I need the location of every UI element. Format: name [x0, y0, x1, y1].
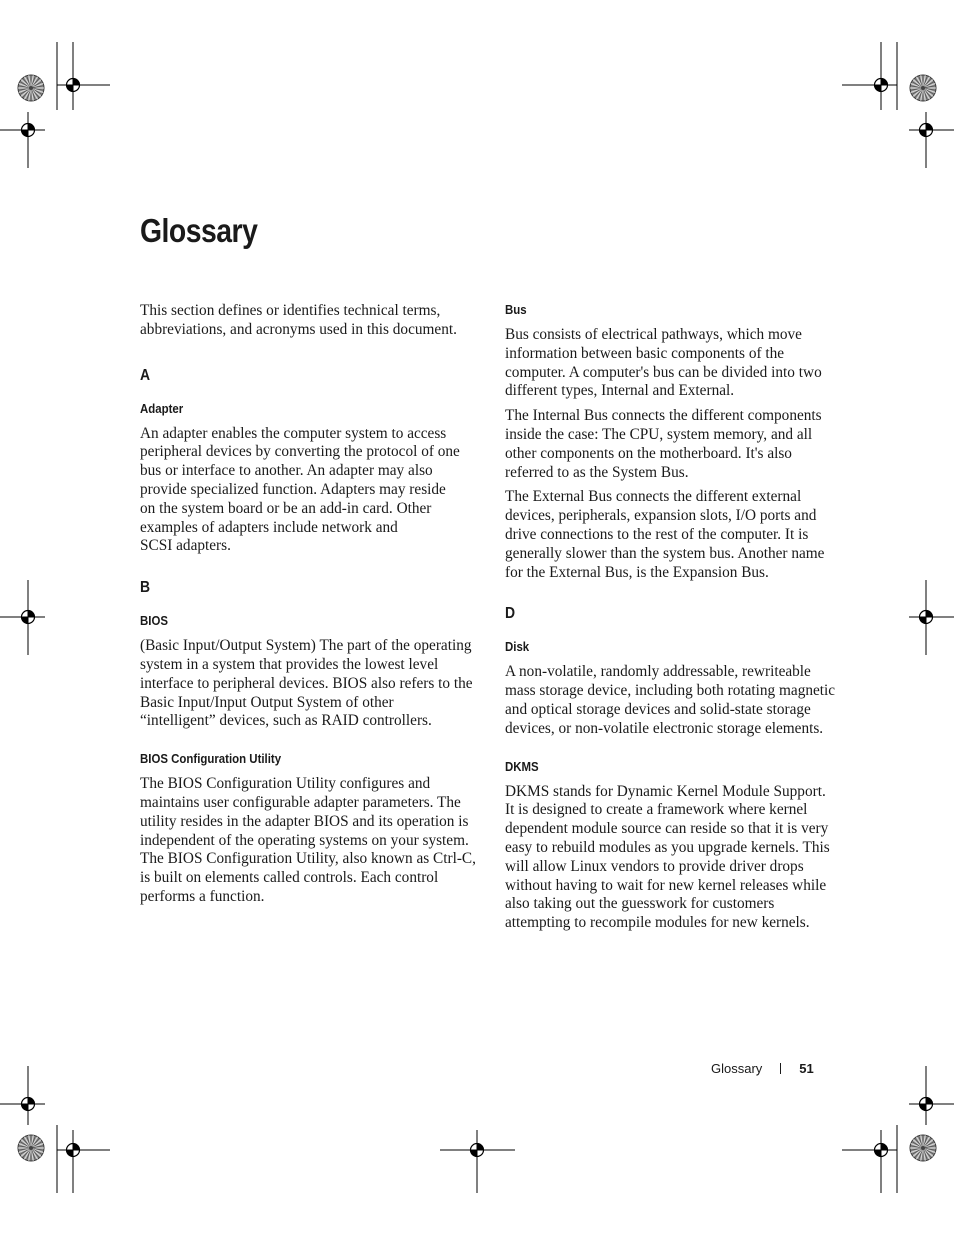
term-dkms: DKMS — [505, 758, 539, 774]
color-registration-target-icon — [18, 1135, 44, 1161]
term-adapter: Adapter — [140, 400, 184, 416]
footer-separator — [780, 1063, 781, 1074]
term-bios-configuration-utility: BIOS Configuration Utility — [140, 751, 282, 767]
definition-bus-3: The External Bus connects the different external devices, peripherals, expansion slots, I/O ports and drive connections to the rest of the computer. It is generally slower than the system bus. Another name for the External Bus, is the Expansion Bus. — [505, 488, 825, 581]
term-disk: Disk — [505, 639, 530, 655]
registration-crosshair-icon — [16, 118, 40, 142]
section-letter-d: D — [505, 605, 516, 623]
page-number: 51 — [799, 1061, 814, 1076]
definition-bios-configuration-utility: The BIOS Configuration Utility configures and maintains user configurable adapter parameters. The utility resides in the adapter BIOS and its operation is independent of the operating systems on your system. The BIOS Configuration Utility, also known as Ctrl-C, is built on elements called controls. Each control performs a function. — [140, 775, 476, 905]
definition-bios: (Basic Input/Output System) The part of the operating system in a system that provides the lowest level interface to peripheral devices. BIOS also refers to the Basic Input/Input Output System of other “intelligent” devices, such as RAID controllers. — [140, 637, 473, 730]
right-column — [505, 302, 843, 939]
definition-dkms: DKMS stands for Dynamic Kernel Module Support. It is designed to create a framework where kernel dependent module source can reside so that it is very easy to rebuild modules as you upgrade kernels. This will allow Linux vendors to provide driver drops without having to wait for new kernel releases while also taking out the guesswork for customers attempting to recompile modules for new kernels. — [505, 782, 830, 932]
registration-crosshair-icon — [61, 1138, 85, 1162]
color-registration-target-icon — [910, 75, 936, 101]
section-letter-a: A — [140, 366, 151, 384]
registration-crosshair-icon — [914, 1092, 938, 1116]
color-registration-target-icon — [910, 1135, 936, 1161]
page-title: Glossary — [140, 212, 258, 249]
definition-disk: A non-volatile, randomly addressable, rewriteable mass storage device, including both rotating magnetic and optical storage devices and solid-state storage devices, or non-volatile electronic storage elements. — [505, 663, 836, 737]
intro-paragraph: This section defines or identifies technical terms, abbreviations, and acronyms used in this document. — [140, 302, 457, 338]
footer-section-name: Glossary — [711, 1061, 763, 1076]
registration-crosshair-icon — [16, 605, 40, 629]
left-column — [140, 302, 478, 913]
registration-crosshair-icon — [914, 605, 938, 629]
registration-crosshair-icon — [61, 73, 85, 97]
term-bus: Bus — [505, 302, 527, 317]
definition-bus-2: The Internal Bus connects the different components inside the case: The CPU, system memory, and all other components on the motherboard. It's also referred to as the System Bus. — [505, 407, 822, 481]
registration-crosshair-icon — [465, 1138, 489, 1162]
registration-crosshair-icon — [869, 73, 893, 97]
definition-adapter: An adapter enables the computer system to access peripheral devices by converting the protocol of one bus or interface to another. An adapter may also provide specialized function. Adapters may reside on the system board or be an add-in card. Other examples of adapters include network and SCSI adapters. — [140, 424, 460, 555]
section-letter-b: B — [140, 579, 151, 597]
term-bios: BIOS — [140, 613, 168, 629]
registration-crosshair-icon — [16, 1092, 40, 1116]
color-registration-target-icon — [18, 75, 44, 101]
definition-bus-1: Bus consists of electrical pathways, which move information between basic components of the computer. A computer's bus can be divided into two different types, Internal and External. — [505, 326, 822, 400]
page-footer — [711, 1061, 814, 1076]
registration-crosshair-icon — [914, 118, 938, 142]
registration-crosshair-icon — [869, 1138, 893, 1162]
